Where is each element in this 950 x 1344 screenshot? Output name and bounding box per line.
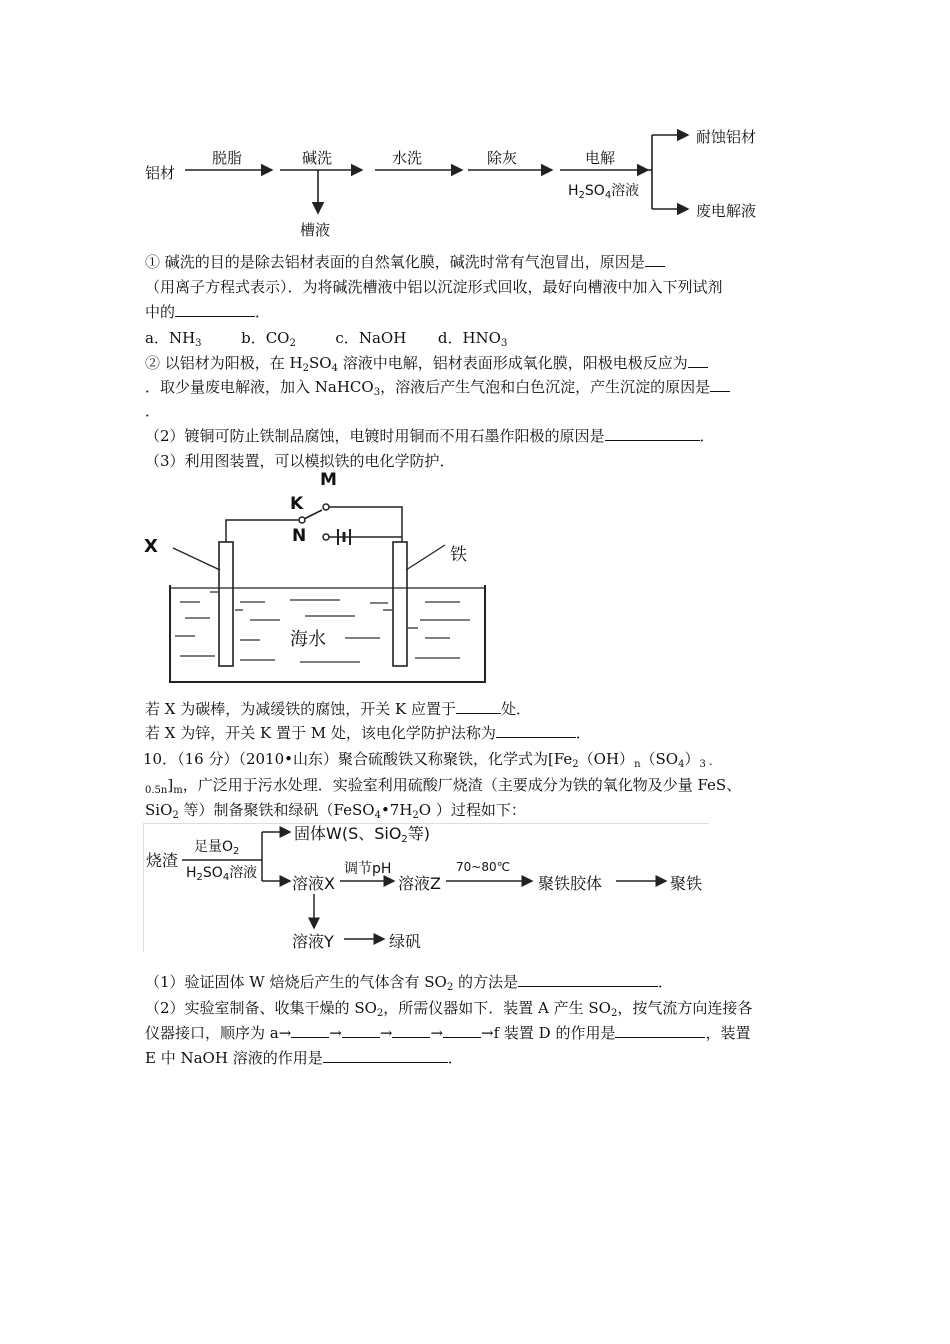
q1-line7: ． xyxy=(145,402,161,420)
aluminum-process-diagram xyxy=(140,125,790,245)
reagent-oxygen: 足量$O_2$ xyxy=(194,839,240,857)
seawater-label: 海水 xyxy=(290,629,326,650)
answer-blank[interactable] xyxy=(175,302,255,317)
bath-liquid-label: 槽液 xyxy=(300,221,331,239)
solution-y-label: 溶液Y xyxy=(292,932,334,951)
answer-blank[interactable] xyxy=(443,1023,481,1038)
q10-line3: SiO$_2$ 等）制备聚铁和绿矾（$FeSO_4•7H_2O$ ）过程如下： xyxy=(145,801,526,821)
q10-line2: $_{0.5n}]_m$，广泛用于污水处理．实验室利用硫酸厂烧渣（主要成分为铁的氧化物及少量 FeS、 xyxy=(145,776,742,796)
aluminum-label: 铝材 xyxy=(145,164,176,182)
electrochemical-apparatus xyxy=(140,470,500,695)
q3-answer-line2: 若 X 为锌，开关 K 置于 M 处，该电化学防护法称为 ． xyxy=(145,724,591,742)
q1-line3: 中的 ． xyxy=(145,303,271,321)
electrode-x-label: X xyxy=(144,536,158,557)
switch-terminal-m: M xyxy=(320,470,337,490)
step-electrolysis: 电解 xyxy=(585,149,616,167)
process-arrows xyxy=(140,125,790,245)
switch-k: K xyxy=(290,494,304,514)
q10-line1: 10．（16 分）（2010•山东）聚合硫酸铁又称聚铁，化学式为[$Fe_2(OH)_n(SO_4)_{3 -}$ xyxy=(143,750,713,770)
solid-w-label: 固体W(S、SiO$_2$等) xyxy=(294,824,431,845)
answer-blank[interactable] xyxy=(456,699,501,714)
solution-x-label: 溶液X xyxy=(292,874,335,893)
answer-blank[interactable] xyxy=(645,252,665,267)
roasting-residue-label: 烧渣 xyxy=(146,851,179,870)
polyferric-colloid-label: 聚铁胶体 xyxy=(538,874,603,893)
answer-blank[interactable] xyxy=(710,377,730,392)
polyferric-label: 聚铁 xyxy=(670,874,703,893)
answer-blank[interactable] xyxy=(605,426,700,441)
reagent-sulfuric-acid: $H_2SO_4$溶液 xyxy=(186,865,258,883)
q1-options xyxy=(145,328,507,348)
option-b[interactable]: b．$CO_2$ xyxy=(241,329,296,349)
q10-part2-end: E 中 NaOH 溶液的作用是 ． xyxy=(145,1049,463,1067)
option-a[interactable]: a．$NH_3$ xyxy=(145,329,202,349)
q10-part1: （1）验证固体 W 焙烧后产生的气体含有 $SO_2$ 的方法是 ． xyxy=(145,973,674,993)
q3-answer-line1: 若 X 为碳棒，为减缓铁的腐蚀，开关 K 应置于 处． xyxy=(145,700,531,718)
output-corrosion-resistant: 耐蚀铝材 xyxy=(696,128,757,146)
option-c[interactable]: c．NaOH xyxy=(335,329,407,347)
q1-line1: ① 碱洗的目的是除去铝材表面的自然氧化膜，碱洗时常有气泡冒出，原因是 xyxy=(145,252,665,272)
step-alkali-wash: 碱洗 xyxy=(302,149,333,167)
option-d[interactable]: d．$HNO_3$ xyxy=(437,329,508,349)
step-degrease: 脱脂 xyxy=(212,149,243,167)
output-waste-electrolyte: 废电解液 xyxy=(696,202,757,220)
solution-z-label: 溶液Z xyxy=(398,874,441,893)
temperature-label: 70~80℃ xyxy=(456,860,511,874)
switch-terminal-n: N xyxy=(292,526,307,546)
answer-blank[interactable] xyxy=(342,1023,380,1038)
answer-blank[interactable] xyxy=(392,1023,430,1038)
q10-part2-cont: 仪器接口，顺序为 a→ → → → →f 装置 D 的作用是 ，装置 xyxy=(145,1024,751,1042)
answer-blank[interactable] xyxy=(323,1048,448,1063)
q1-line5: ② 以铝材为阳极，在 $H_2SO_4$ 溶液中电解，铝材表面形成氧化膜，阳极电极反应为 xyxy=(145,353,708,373)
polyferric-process-diagram xyxy=(143,823,709,952)
q3-line: （3）利用图装置，可以模拟铁的电化学防护． xyxy=(145,452,455,470)
iron-electrode-label: 铁 xyxy=(450,545,467,565)
answer-blank[interactable] xyxy=(518,972,658,987)
answer-blank[interactable] xyxy=(291,1023,329,1038)
answer-blank[interactable] xyxy=(688,353,708,368)
q1-line6: ．取少量废电解液，加入 NaHCO$_3$，溶液后产生气泡和白色沉淀，产生沉淀的原因是 xyxy=(145,377,730,397)
green-vitriol-label: 绿矾 xyxy=(389,932,422,951)
answer-blank[interactable] xyxy=(615,1023,705,1038)
q10-part2: （2）实验室制备、收集干燥的 $SO_2$，所需仪器如下．装置 A 产生 $SO_2$，按气流方向连接各 xyxy=(145,999,753,1019)
q1-line2: （用离子方程式表示）．为将碱洗槽液中铝以沉淀形式回收，最好向槽液中加入下列试剂 xyxy=(145,278,723,296)
apparatus-drawing xyxy=(140,470,500,695)
adjust-ph-label: 调节pH xyxy=(344,861,392,877)
q2-line: （2）镀铜可防止铁制品腐蚀，电镀时用铜而不用石墨作阳极的原因是 ． xyxy=(145,427,715,445)
answer-blank[interactable] xyxy=(496,723,576,738)
electrolyte-label: $H_2SO_4$溶液 xyxy=(568,183,640,201)
step-remove-ash: 除灰 xyxy=(487,149,518,167)
step-water-wash: 水洗 xyxy=(392,149,423,167)
